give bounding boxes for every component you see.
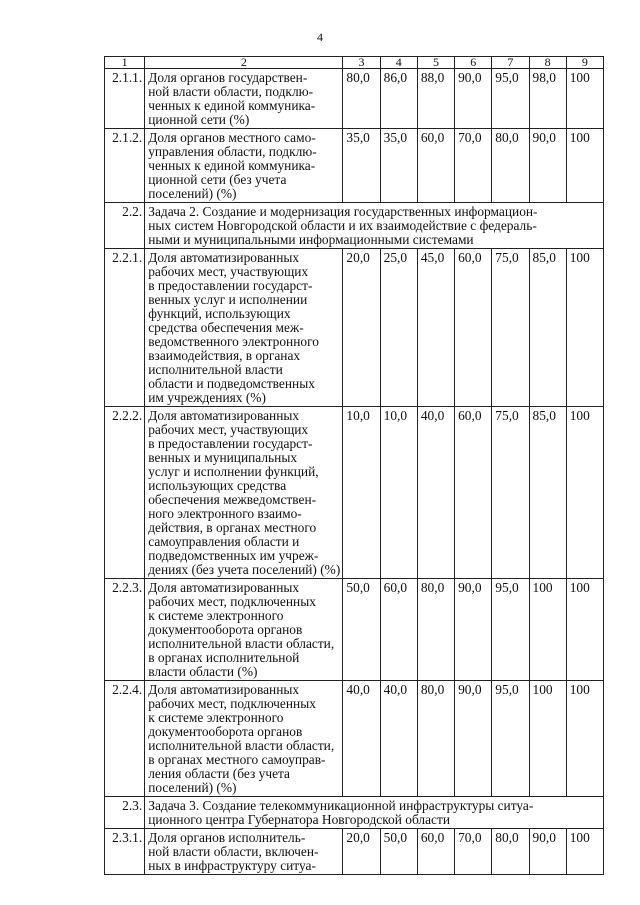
indicator-value: 80,0 <box>343 69 380 129</box>
indicator-value: 10,0 <box>343 407 380 579</box>
row-code: 2.3.1. <box>105 829 145 875</box>
indicator-value: 75,0 <box>492 407 529 579</box>
indicator-value: 95,0 <box>492 69 529 129</box>
indicator-value: 85,0 <box>529 407 566 579</box>
indicator-value: 25,0 <box>380 249 417 407</box>
indicator-value: 60,0 <box>417 129 454 203</box>
indicator-value: 70,0 <box>455 829 492 875</box>
indicator-value: 100 <box>566 69 603 129</box>
row-code: 2.2.2. <box>105 407 145 579</box>
indicator-value: 60,0 <box>455 407 492 579</box>
row-code: 2.1.1. <box>105 69 145 129</box>
column-number-header: 3 <box>343 57 380 69</box>
indicator-value: 100 <box>566 407 603 579</box>
indicator-value: 10,0 <box>380 407 417 579</box>
task-row <box>105 797 604 829</box>
indicator-name: Доля автоматизированных рабочих мест, подключенных к системе электронного документооборота органов исполнительной власти области, в органах исполнительной власти области (%) <box>145 579 343 681</box>
indicator-value: 40,0 <box>380 681 417 797</box>
indicator-value: 60,0 <box>380 579 417 681</box>
indicator-name: Доля органов местного само- управления области, подклю- ченных к единой коммуника- ционной сети (без учета поселений) (%) <box>145 129 343 203</box>
indicator-value: 90,0 <box>455 579 492 681</box>
indicator-value: 100 <box>566 829 603 875</box>
column-number-header: 1 <box>105 57 145 69</box>
table-body <box>105 57 604 875</box>
indicator-value: 95,0 <box>492 579 529 681</box>
indicator-value: 90,0 <box>529 129 566 203</box>
row-code: 2.2.4. <box>105 681 145 797</box>
indicator-name: Доля автоматизированных рабочих мест, подключенных к системе электронного документооборота органов исполнительной власти области, в органах местного самоупрaв- ления области (без учета поселений) (%) <box>145 681 343 797</box>
indicator-value: 60,0 <box>417 829 454 875</box>
column-number-header: 6 <box>455 57 492 69</box>
row-code: 2.3. <box>105 797 145 829</box>
indicator-value: 75,0 <box>492 249 529 407</box>
column-number-header: 9 <box>566 57 603 69</box>
indicator-value: 100 <box>529 681 566 797</box>
indicator-name: Доля автоматизированных рабочих мест, участвующих в предоставлении государст- венных и муниципальных услуг и исполнении функций, использующих средства обеспечения межведомствен- ного электронного взаимо- действия, в органах местного самоуправления области и подведомственных им учреж- дениях (без учета поселений) (%) <box>145 407 343 579</box>
indicator-value: 100 <box>566 249 603 407</box>
row-code: 2.2.1. <box>105 249 145 407</box>
indicator-value: 80,0 <box>492 829 529 875</box>
row-code: 2.1.2. <box>105 129 145 203</box>
indicator-value: 80,0 <box>492 129 529 203</box>
indicator-value: 50,0 <box>380 829 417 875</box>
column-number-header-row <box>105 57 604 69</box>
task-description: Задача 2. Создание и модернизация государственных информацион- ных систем Новгородской области и их взаимодействие с федераль- ными и муниципальными информационными системами <box>145 203 604 249</box>
indicator-value: 45,0 <box>417 249 454 407</box>
indicator-value: 50,0 <box>343 579 380 681</box>
indicator-value: 90,0 <box>529 829 566 875</box>
indicator-value: 20,0 <box>343 249 380 407</box>
indicator-name: Доля органов государствен- ной власти области, подклю- ченных к единой коммуника- ционной сети (%) <box>145 69 343 129</box>
column-number-header: 4 <box>380 57 417 69</box>
task-description: Задача 3. Создание телекоммуникационной инфраструктуры ситуа- ционного центра Губернатора Новгородской области <box>145 797 604 829</box>
indicator-name: Доля автоматизированных рабочих мест, участвующих в предоставлении государст- венных услуг и исполнении функций, использующих средства обеспечения меж- ведомственного электронного взаимодействия, в органах исполнительной власти области и подведомственных им учреждениях (%) <box>145 249 343 407</box>
indicator-row <box>105 829 604 875</box>
indicator-value: 35,0 <box>343 129 380 203</box>
indicator-row <box>105 681 604 797</box>
indicators-table <box>104 56 604 875</box>
indicator-value: 100 <box>566 129 603 203</box>
indicator-value: 95,0 <box>492 681 529 797</box>
column-number-header: 5 <box>417 57 454 69</box>
column-number-header: 2 <box>145 57 343 69</box>
indicator-value: 80,0 <box>417 579 454 681</box>
indicator-row <box>105 249 604 407</box>
indicator-value: 98,0 <box>529 69 566 129</box>
indicator-value: 85,0 <box>529 249 566 407</box>
indicator-value: 40,0 <box>343 681 380 797</box>
indicator-value: 86,0 <box>380 69 417 129</box>
indicator-value: 35,0 <box>380 129 417 203</box>
row-code: 2.2.3. <box>105 579 145 681</box>
indicator-value: 100 <box>529 579 566 681</box>
indicator-row <box>105 407 604 579</box>
indicator-row <box>105 69 604 129</box>
indicator-value: 90,0 <box>455 69 492 129</box>
indicator-value: 90,0 <box>455 681 492 797</box>
indicator-row <box>105 579 604 681</box>
indicator-value: 70,0 <box>455 129 492 203</box>
page-number: 4 <box>317 30 323 44</box>
indicator-value: 60,0 <box>455 249 492 407</box>
task-row <box>105 203 604 249</box>
indicator-name: Доля органов исполнитель- ной власти области, включен- ных в инфраструктуру ситуа- <box>145 829 343 875</box>
indicator-value: 20,0 <box>343 829 380 875</box>
column-number-header: 7 <box>492 57 529 69</box>
indicator-value: 80,0 <box>417 681 454 797</box>
column-number-header: 8 <box>529 57 566 69</box>
indicator-value: 100 <box>566 681 603 797</box>
indicator-row <box>105 129 604 203</box>
row-code: 2.2. <box>105 203 145 249</box>
indicator-value: 100 <box>566 579 603 681</box>
indicator-value: 88,0 <box>417 69 454 129</box>
indicator-value: 40,0 <box>417 407 454 579</box>
